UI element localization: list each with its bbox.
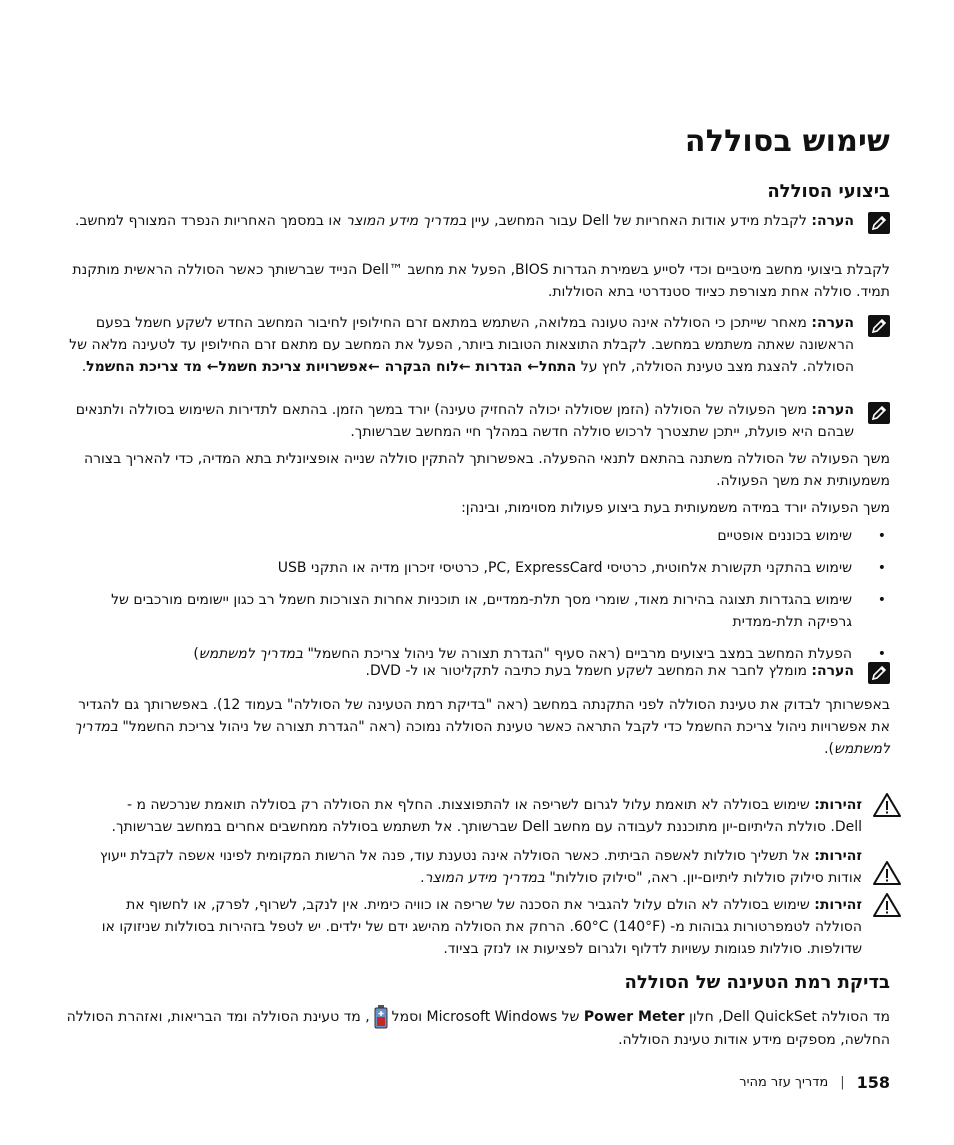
battery-meter-icon: [374, 1005, 388, 1029]
paragraph-reduced-time: משך הפעולה יורד במידה משמעותית בעת ביצוע פעולות מסוימות, ובינהן:: [461, 500, 890, 516]
warning-label: זהירות:: [814, 797, 862, 813]
page-footer: [739, 1073, 890, 1092]
warning-label: זהירות:: [814, 897, 862, 913]
page-title: שימוש בסוללה: [684, 124, 890, 159]
section-heading-battery-performance: ביצועי הסוללה: [767, 181, 890, 202]
note-label: הערה:: [811, 663, 854, 679]
footer-separator: |: [840, 1075, 845, 1090]
paragraph-operating-time: משך הפעולה של הסוללה משתנה בהתאם לתנאי ההפעלה. באפשרותך להתקין סוללה שנייה אופציונלית בתא המדיה, כדי להאריך בצורה משמעותית את משך הפעולה.: [83, 451, 890, 489]
list-item: • הפעלת המחשב במצב ביצועים מרביים (ראה סעיף "הגדרת תצורה של ניהול צריכת החשמל" במדריך למשתמש): [64, 643, 890, 665]
page-number: 158: [856, 1073, 890, 1092]
warning-label: זהירות:: [814, 848, 862, 864]
note-charge-first-use: הערה: מאחר שייתכן כי הסוללה אינה טעונה במלואה, השתמש במתאם זרם החילופין לחיבור המחשב החדש לשקע חשמל בפעם הראשונה שאתה משתמש במחשב. לקבלת התוצאות הטובות ביותר, הפעל את המחשב עם מתאם זרם החילופין עד לטעינה מלאה של הסוללה. להצגת מצב טעינת הסוללה, לחץ על התחל← הגדרות ←לוח הבקרה ←אפשרויות צריכת חשמל← מד צריכת החשמל.: [69, 315, 854, 375]
note-label: הערה:: [811, 315, 854, 331]
paragraph-check-charge: באפשרותך לבדוק את טעינת הסוללה לפני התקנתה במחשב (ראה "בדיקת רמת הטעינה של הסוללה" בעמוד 12). באפשרותך גם להגדיר את אפשרויות ניהול צריכת החשמל כדי לקבל התראה כאשר טעינת הסוללה נמוכה (ראה "הגדרת תצורה של ניהול צריכת החשמל" במדריך למשתמש).: [74, 697, 890, 757]
bullet-list: [64, 525, 890, 665]
note-label: הערה:: [811, 402, 854, 418]
note-warranty: הערה: לקבלת מידע אודות האחריות של Dell עבור המחשב, עיין במדריך מידע המוצר או במסמך האחריות הנפרד המצורף למחשב.: [74, 213, 854, 229]
note-pencil-icon: [868, 402, 890, 424]
note-dvd-writing: הערה: מומלץ לחבר את המחשב לשקע חשמל בעת כתיבה לתקליטור או ל- DVD.: [365, 663, 854, 679]
section-heading-check-charge: בדיקת רמת הטעינה של הסוללה: [624, 972, 890, 993]
note-battery-life: הערה: משך הפעולה של הסוללה (הזמן שסוללה יכולה להחזיק טעינה) יורד במשך הזמן. בהתאם לתדירות השימוש בסוללה ולתנאים שבהם היא פועלת, ייתכן שתצטרך לרכוש סוללה חדשה במהלך חיי המחשב שברשותך.: [75, 402, 854, 440]
guide-name: מדריך עזר מהיר: [739, 1075, 829, 1090]
warning-triangle-icon: [872, 792, 902, 818]
warning-triangle-icon: [872, 892, 902, 918]
list-item: • שימוש בכוננים אופטיים: [64, 525, 890, 547]
note-label: הערה:: [811, 213, 854, 229]
warning-battery-misuse: זהירות: שימוש בסוללה לא הולם עלול להגביר את הסכנה של שריפה או כוויה כימית. אין לנקב, לשרוף, לפרק, או לחשוף את הסוללה לטמפרטורות גבוהות מ- 60°C (140°F). הרחק את הסוללה מהישג ידם של ילדים. יש לטפל בזהירות בסוללות שניזוקו או שדולפות. סוללות פגומות עשויות לדלוף ולגרום לפציעות או לנזק בציוד.: [101, 897, 862, 957]
warning-incompatible-battery: זהירות: שימוש בסוללה לא תואמת עלול לגרום לשריפה או להתפוצצות. החלף את הסוללה רק בסוללה תואמת שנרכשה מ - Dell. סוללת הליתיום-יון מתוכננת לעבודה עם מחשב Dell שברשותך. אל תשתמש בסוללה ממחשבים אחרים במחשב שברשותך.: [111, 797, 862, 835]
note-pencil-icon: [868, 315, 890, 337]
paragraph-charge-indicators: מד הסוללה Dell QuickSet, חלון Power Meter של Microsoft Windows וסמל, מד טעינת הסוללה ומד הבריאות, ואזהרת הסוללה החלשה, מספקים מידע אודות טעינת הסוללה.: [64, 1005, 890, 1051]
paragraph-bios: לקבלת ביצועי מחשב מיטביים וכדי לסייע בשמירת הגדרות BIOS, הפעל את מחשב ™Dell הנייד שברשותך כאשר הסוללה הראשית מותקנת תמיד. סוללה אחת מצורפת כציוד סטנדרטי בתא הסוללות.: [72, 262, 890, 300]
warning-battery-disposal: זהירות: אל תשליך סוללות לאשפה הביתית. כאשר הסוללה אינה נטענת עוד, פנה אל הרשות המקומית לפינוי אשפה לקבלת ייעוץ אודות סילוק סוללות ליתיום-יון. ראה, "סילוק סוללות" במדריך מידע המוצר.: [99, 848, 862, 886]
list-item: • שימוש בהגדרות תצוגה בהירות מאוד, שומרי מסך תלת-ממדיים, או תוכניות אחרות הצורכות חשמל רב כגון יישומים מורכבים של גרפיקה תלת-ממדית: [64, 589, 890, 633]
warning-triangle-icon: [872, 860, 902, 886]
note-pencil-icon: [868, 662, 890, 684]
note-pencil-icon: [868, 212, 890, 234]
list-item: • שימוש בהתקני תקשורת אלחוטית, כרטיסי PC, ExpressCard, כרטיסי זיכרון מדיה או התקני USB: [64, 557, 890, 579]
